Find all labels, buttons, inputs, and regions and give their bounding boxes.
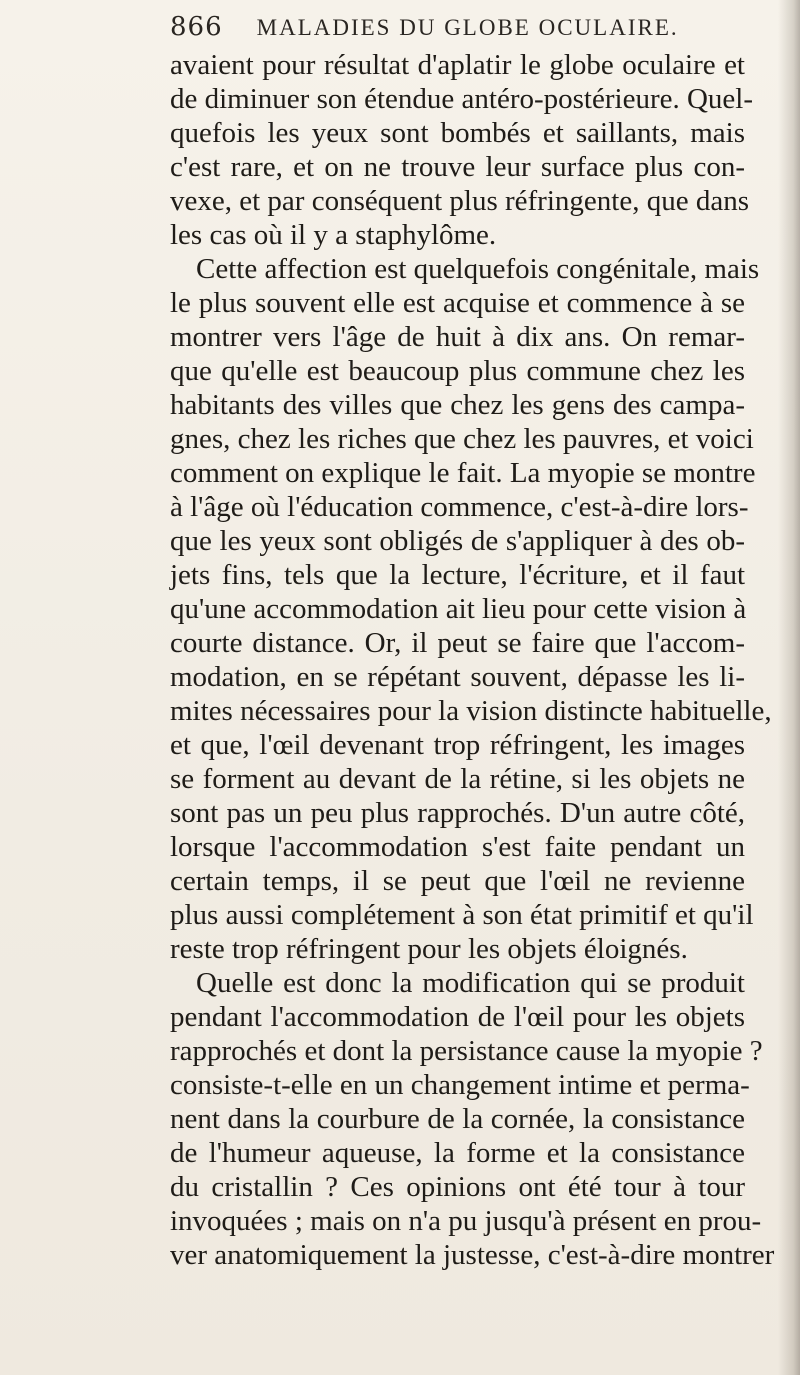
page-edge-shadow — [778, 0, 800, 1375]
text-line: Cette affection est quelquefois congénitale, mais — [196, 253, 760, 285]
text-line: avaient pour résultat d'aplatir le globe oculaire et — [170, 49, 745, 81]
text-line: sont pas un peu plus rapprochés. D'un autre côté, — [170, 797, 745, 829]
text-line: qu'une accommodation ait lieu pour cette vision à — [170, 593, 747, 625]
text-line: vexe, et par conséquent plus réfringente, que dans — [170, 185, 749, 217]
text-line: c'est rare, et on ne trouve leur surface plus con- — [170, 151, 745, 183]
text-line: reste trop réfringent pour les objets éloignés. — [170, 933, 688, 965]
body-text — [170, 48, 775, 1272]
text-line: le plus souvent elle est acquise et commence à se — [170, 287, 745, 319]
text-line: que qu'elle est beaucoup plus commune chez les — [170, 355, 745, 387]
text-line: Quelle est donc la modification qui se produit — [196, 967, 745, 999]
text-line: comment on explique le fait. La myopie se montre — [170, 457, 756, 489]
text-line: du cristallin ? Ces opinions ont été tour à tour — [170, 1171, 745, 1203]
page-header — [170, 12, 730, 52]
text-line: modation, en se répétant souvent, dépasse les li- — [170, 661, 745, 693]
text-line: pendant l'accommodation de l'œil pour les objets — [170, 1001, 745, 1033]
text-line: lorsque l'accommodation s'est faite pendant un — [170, 831, 745, 863]
text-line: se forment au devant de la rétine, si les objets ne — [170, 763, 745, 795]
text-line: mites nécessaires pour la vision distincte habituelle, — [170, 695, 772, 727]
text-line: rapprochés et dont la persistance cause la myopie ? — [170, 1035, 763, 1067]
text-line: gnes, chez les riches que chez les pauvres, et voici — [170, 423, 754, 455]
text-line: habitants des villes que chez les gens des campa- — [170, 389, 745, 421]
text-line: certain temps, il se peut que l'œil ne revienne — [170, 865, 745, 897]
text-line: plus aussi complétement à son état primitif et qu'il — [170, 899, 754, 931]
text-line: consiste-t-elle en un changement intime et perma- — [170, 1069, 750, 1101]
text-line: ver anatomiquement la justesse, c'est-à-dire montrer — [170, 1239, 775, 1271]
running-head: MALADIES DU GLOBE OCULAIRE. — [256, 15, 679, 40]
text-line: montrer vers l'âge de huit à dix ans. On remar- — [170, 321, 745, 353]
text-line: les cas où il y a staphylôme. — [170, 219, 497, 251]
text-line: courte distance. Or, il peut se faire que l'accom- — [170, 627, 745, 659]
text-line: que les yeux sont obligés de s'appliquer à des ob- — [170, 525, 745, 557]
text-line: de l'humeur aqueuse, la forme et la consistance — [170, 1137, 745, 1169]
text-line: quefois les yeux sont bombés et saillants, mais — [170, 117, 745, 149]
text-line: invoquées ; mais on n'a pu jusqu'à présent en prou- — [170, 1205, 762, 1237]
text-line: jets fins, tels que la lecture, l'écriture, et il faut — [170, 559, 745, 591]
text-line: à l'âge où l'éducation commence, c'est-à-dire lors- — [170, 491, 749, 523]
text-line: et que, l'œil devenant trop réfringent, les images — [170, 729, 745, 761]
page-number: 866 — [170, 12, 223, 42]
text-line: de diminuer son étendue antéro-postérieure. Quel- — [170, 83, 754, 115]
text-line: nent dans la courbure de la cornée, la consistance — [170, 1103, 745, 1135]
